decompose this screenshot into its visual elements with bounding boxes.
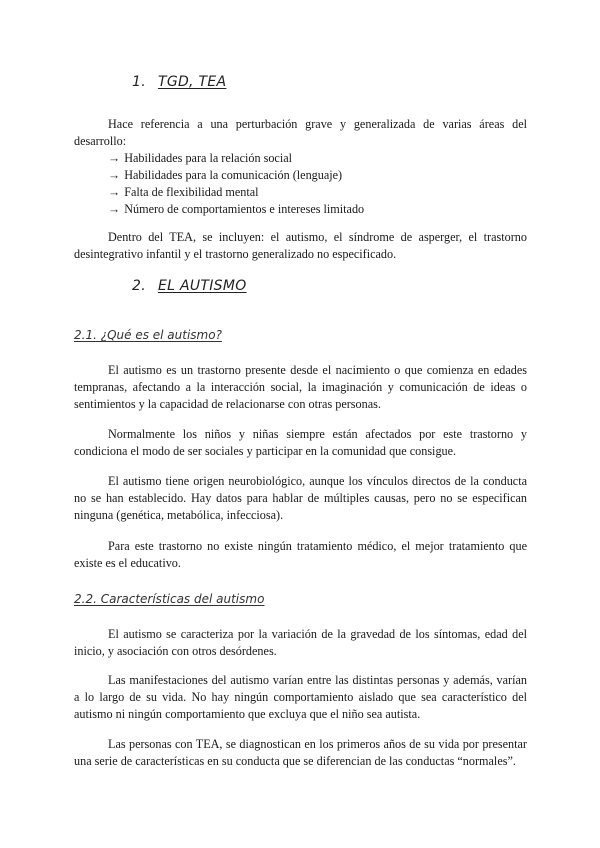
subsection-2-1-paragraph-4: Para este trastorno no existe ningún tratamiento médico, el mejor tratamiento que existe es el educativo. xyxy=(74,539,527,570)
subsection-2-2-paragraph-3: Las personas con TEA, se diagnostican en los primeros años de su vida por presentar una serie de características en su conducta que se diferencian de las conductas “normales”. xyxy=(74,737,527,768)
section-1-intro: Hace referencia a una perturbación grave y generalizada de varias áreas del desarrollo: xyxy=(74,117,527,148)
section-1-paragraph: Dentro del TEA, se incluyen: el autismo, el síndrome de asperger, el trastorno desintegrativo infantil y el trastorno generalizado no especificado. xyxy=(74,230,527,261)
subsection-2-1-title: 2.1. ¿Qué es el autismo? xyxy=(74,328,222,342)
list-item: → Habilidades para la comunicación (lenguaje) xyxy=(108,168,343,182)
subsection-2-1-paragraph-3: El autismo tiene origen neurobiológico, aunque los vínculos directos de la conducta no se han establecido. Hay datos para hablar de múltiples causas, pero no se especifican ninguna (genética, metabólica, infecciosa). xyxy=(74,474,527,522)
arrow-right-icon: → xyxy=(108,151,121,165)
subsection-2-2-title: 2.2. Características del autismo xyxy=(74,592,265,606)
list-item: → Falta de flexibilidad mental xyxy=(108,185,259,199)
section-2-number: 2. xyxy=(132,278,146,294)
list-item: → Habilidades para la relación social xyxy=(108,151,293,165)
section-1-heading xyxy=(132,74,226,90)
subsection-2-1-paragraph-1: El autismo es un trastorno presente desde el nacimiento o que comienza en edades tempranas, afectando a la interacción social, la imaginación y comunicación de ideas o sentimientos y la capacidad de relacionarse con otras personas. xyxy=(74,363,527,411)
subsection-2-1-paragraph-2: Normalmente los niños y niñas siempre están afectados por este trastorno y condiciona el modo de ser sociales y participar en la comunidad que consigue. xyxy=(74,427,527,458)
section-1-title: TGD, TEA xyxy=(157,74,227,90)
section-2-heading xyxy=(132,278,247,294)
subsection-2-2-paragraph-1: El autismo se caracteriza por la variación de la gravedad de los síntomas, edad del inicio, y asociación con otros desórdenes. xyxy=(74,627,527,658)
tgd-areas-list xyxy=(108,150,364,218)
arrow-right-icon: → xyxy=(108,202,121,216)
arrow-right-icon: → xyxy=(108,168,121,182)
section-1-number: 1. xyxy=(132,74,146,90)
subsection-2-2-paragraph-2: Las manifestaciones del autismo varían entre las distintas personas y además, varían a lo largo de su vida. No hay ningún comportamiento aislado que sea característico del autismo ni ningún comportamiento que excluya que el niño sea autista. xyxy=(74,673,527,721)
arrow-right-icon: → xyxy=(108,185,121,199)
section-2-title: EL AUTISMO xyxy=(157,278,247,294)
list-item: → Número de comportamientos e intereses limitado xyxy=(108,202,365,216)
